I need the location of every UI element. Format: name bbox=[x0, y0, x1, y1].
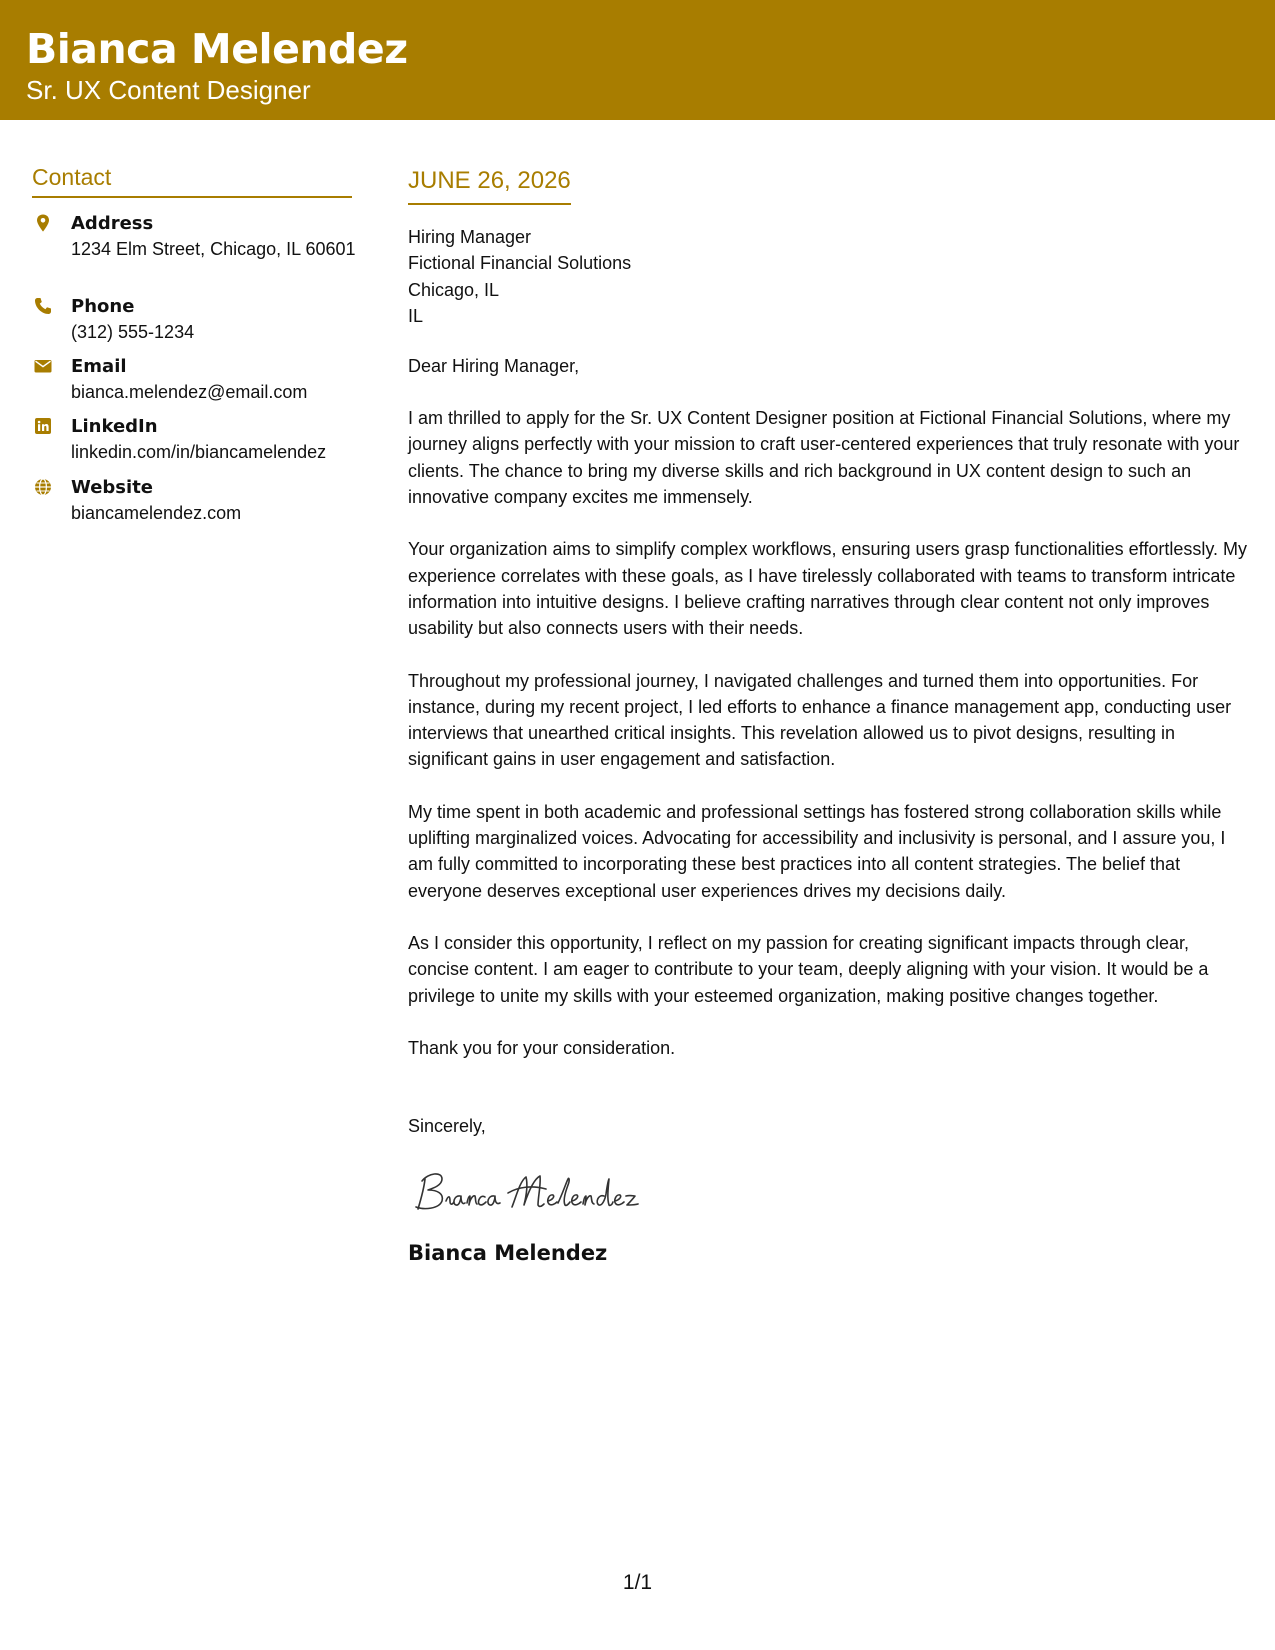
job-title: Sr. UX Content Designer bbox=[26, 75, 311, 105]
recipient-block bbox=[408, 224, 1253, 329]
contact-label: LinkedIn bbox=[71, 416, 158, 437]
letter-paragraph: My time spent in both academic and professional settings has fostered strong collaboration skills while uplifting marginalized voices. Advocating for accessibility and inclusivity is personal, and I assure you, I am fully committed to incorporating these best practices into all content strategies. The belief that everyone deserves exceptional user experiences drives my decisions daily. bbox=[408, 801, 1226, 901]
map-pin-icon bbox=[34, 214, 52, 232]
letter-body bbox=[408, 165, 1253, 1267]
phone-icon bbox=[34, 297, 52, 315]
letter-paragraph: Throughout my professional journey, I navigated challenges and turned them into opportunities. For instance, during my recent project, I led efforts to enhance a finance management app, conducting user interviews that unearthed critical insights. This revelation allowed us to pivot designs, resulting in significant gains in user engagement and satisfaction. bbox=[408, 670, 1232, 770]
contact-label: Website bbox=[71, 477, 154, 498]
closing: Sincerely, bbox=[408, 1116, 486, 1137]
recipient-line: Hiring Manager bbox=[408, 227, 532, 247]
letter-paragraph: Your organization aims to simplify complex workflows, ensuring users grasp functionalities effortlessly. My experience correlates with these goals, as I have tirelessly collaborated with teams to transform intricate information into intuitive designs. I believe crafting narratives through clear content not only improves usability but also connects users with their needs. bbox=[408, 539, 1248, 639]
globe-icon bbox=[34, 478, 52, 496]
contact-sidebar bbox=[32, 162, 356, 523]
contact-value: (312) 555-1234 bbox=[71, 322, 195, 342]
recipient-line: IL bbox=[408, 305, 424, 326]
envelope-icon bbox=[34, 357, 52, 375]
contact-label: Address bbox=[71, 213, 154, 234]
letter-date: JUNE 26, 2026 bbox=[408, 165, 571, 205]
page-number: 1/1 bbox=[622, 1571, 653, 1594]
signature-image bbox=[408, 1163, 678, 1233]
handwritten-signature bbox=[408, 1163, 1253, 1233]
applicant-name: Bianca Melendez bbox=[26, 25, 408, 73]
letter-paragraph: As I consider this opportunity, I reflect on my passion for creating significant impacts through clear, concise content. I am eager to contribute to your team, deeply aligning with your vision. It would be a privilege to unite my skills with your esteemed organization, making positive changes together. bbox=[408, 932, 1209, 1006]
letter-paragraph: Thank you for your consideration. bbox=[408, 1037, 676, 1058]
contact-value: linkedin.com/in/biancamelendez bbox=[71, 442, 327, 462]
contact-value: biancamelendez.com bbox=[71, 503, 242, 523]
contact-label: Email bbox=[71, 356, 127, 377]
contact-value: bianca.melendez@email.com bbox=[71, 382, 308, 402]
header-banner bbox=[0, 0, 1275, 120]
salutation: Dear Hiring Manager, bbox=[408, 356, 580, 377]
contact-label: Phone bbox=[71, 296, 135, 317]
recipient-line: Chicago, IL bbox=[408, 279, 500, 300]
signed-name: Bianca Melendez bbox=[408, 1241, 608, 1266]
letter-paragraph: I am thrilled to apply for the Sr. UX Content Designer position at Fictional Financial Solutions, where my journey aligns perfectly with your mission to craft user-centered experiences that truly resonate with your clients. The chance to bring my diverse skills and rich background in UX content design to such an innovative company excites me immensely. bbox=[408, 408, 1240, 508]
contact-value: 1234 Elm Street, Chicago, IL 60601 bbox=[71, 239, 356, 259]
linkedin-icon bbox=[34, 417, 52, 435]
recipient-line: Fictional Financial Solutions bbox=[408, 253, 632, 274]
contact-heading: Contact bbox=[32, 162, 352, 198]
